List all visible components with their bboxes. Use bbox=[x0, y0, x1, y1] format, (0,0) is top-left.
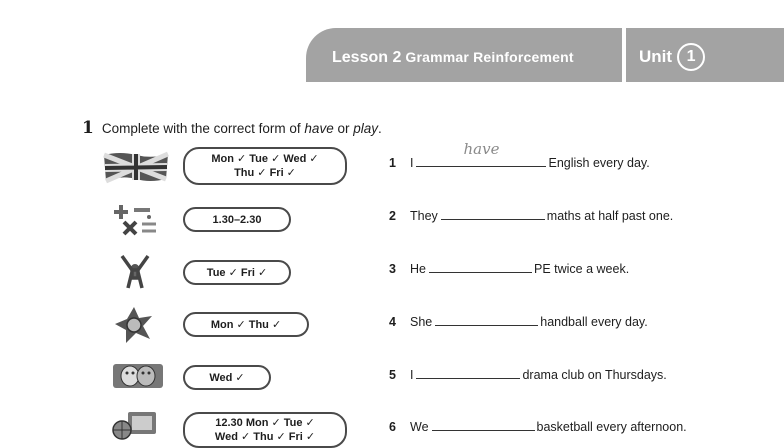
sentence-before: I bbox=[410, 368, 414, 382]
answer-blank-4[interactable] bbox=[435, 311, 538, 326]
sentence-after: handball every day. bbox=[540, 315, 648, 329]
sentence-after: basketball every afternoon. bbox=[536, 420, 687, 434]
pill-days: Tue ✓ Fri ✓ bbox=[206, 266, 268, 279]
sentence-6 bbox=[389, 416, 687, 434]
sentence-before: She bbox=[410, 315, 433, 329]
instruction-conjunction: or bbox=[333, 121, 354, 136]
sentence-number: 3 bbox=[389, 262, 396, 276]
pill-days-line-1: 12.30 Mon ✓ Tue ✓ bbox=[215, 417, 315, 429]
lesson-subtitle: Grammar Reinforcement bbox=[405, 49, 574, 65]
instruction-word-play: play bbox=[353, 121, 378, 136]
answer-blank-1[interactable] bbox=[416, 140, 546, 167]
lesson-title bbox=[332, 28, 574, 82]
lesson-header-bar bbox=[306, 28, 784, 82]
gymnast-icon bbox=[118, 254, 152, 290]
pill-time: 1.30–2.30 bbox=[212, 213, 262, 226]
maths-symbols-icon bbox=[108, 204, 160, 238]
sentence-number: 4 bbox=[389, 315, 396, 329]
unit-word: Unit bbox=[639, 47, 673, 66]
sentence-number: 5 bbox=[389, 368, 396, 382]
handball-star-icon bbox=[113, 306, 155, 344]
answer-blank-3[interactable] bbox=[429, 258, 532, 273]
drama-masks-icon bbox=[111, 360, 165, 392]
exercise-instruction bbox=[82, 118, 382, 138]
answer-blank-5[interactable] bbox=[416, 364, 520, 379]
sentence-2 bbox=[389, 205, 673, 223]
timetable-pill-5 bbox=[183, 365, 271, 390]
sentence-after: drama club on Thursdays. bbox=[522, 368, 667, 382]
timetable-pill-1 bbox=[183, 147, 347, 185]
instruction-word-have: have bbox=[304, 121, 334, 136]
exercise-number: 1 bbox=[82, 118, 94, 138]
instruction-suffix: . bbox=[377, 121, 382, 136]
handwritten-answer: have bbox=[463, 140, 500, 158]
sentence-number: 2 bbox=[389, 209, 396, 223]
instruction-text: Complete with the correct form of bbox=[101, 121, 305, 136]
answer-blank-2[interactable] bbox=[441, 205, 545, 220]
pill-days: Wed ✓ bbox=[209, 371, 245, 384]
british-flag-icon bbox=[100, 149, 172, 185]
sentence-1 bbox=[389, 140, 650, 170]
sentence-number: 1 bbox=[389, 156, 396, 170]
unit-number-badge: 1 bbox=[677, 43, 705, 71]
timetable-pill-2 bbox=[183, 207, 291, 232]
pill-days: Mon ✓ Thu ✓ bbox=[210, 318, 282, 331]
answer-blank-6[interactable] bbox=[432, 416, 535, 431]
sentence-before: He bbox=[410, 262, 426, 276]
sentence-number: 6 bbox=[389, 420, 396, 434]
sentence-4 bbox=[389, 311, 648, 329]
sentence-before: I bbox=[410, 156, 414, 170]
sentence-after: English every day. bbox=[548, 156, 650, 170]
unit-label bbox=[639, 28, 705, 82]
pill-days-line-1: Mon ✓ Tue ✓ Wed ✓ bbox=[211, 153, 319, 165]
lesson-number: Lesson 2 bbox=[332, 49, 402, 66]
computer-basketball-icon bbox=[110, 410, 162, 441]
timetable-pill-3 bbox=[183, 260, 291, 285]
header-divider bbox=[622, 28, 626, 82]
sentence-after: PE twice a week. bbox=[533, 262, 630, 276]
sentence-3 bbox=[389, 258, 629, 276]
pill-days-line-2: Wed ✓ Thu ✓ Fri ✓ bbox=[214, 431, 316, 443]
timetable-pill-4 bbox=[183, 312, 309, 337]
sentence-before: They bbox=[410, 209, 438, 223]
sentence-before: We bbox=[410, 420, 429, 434]
timetable-pill-6 bbox=[183, 412, 347, 448]
sentence-after: maths at half past one. bbox=[546, 209, 674, 223]
pill-days-line-2: Thu ✓ Fri ✓ bbox=[234, 167, 296, 179]
sentence-5 bbox=[389, 364, 667, 382]
